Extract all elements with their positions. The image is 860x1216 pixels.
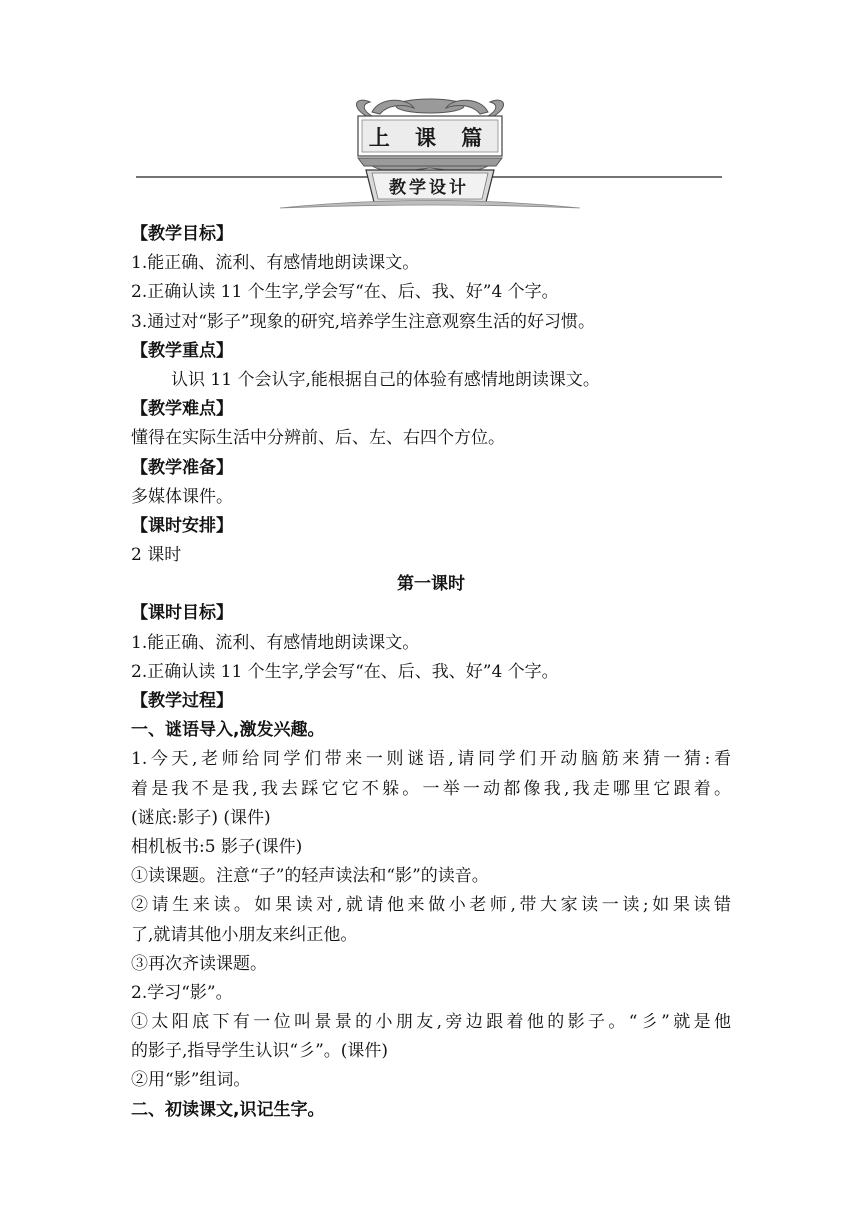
step-item: ①太阳底下有一位叫景景的小朋友,旁边跟着他的影子。“彡”就是他 <box>131 1012 731 1033</box>
difficulties-heading: 【教学难点】 <box>131 399 233 420</box>
riddle-line: 1.今天,老师给同学们带来一则谜语,请同学们开动脑筋来猜一猜:看 <box>131 749 731 770</box>
lesson-objective-item: 1.能正确、流利、有感情地朗读课文。 <box>131 632 420 653</box>
step-item-continued: 了,就请其他小朋友来纠正他。 <box>131 924 358 945</box>
part1-title: 一、谜语导入,激发兴趣。 <box>131 720 325 741</box>
objective-item: 2.正确认读 11 个生字,学会写“在、后、我、好”4 个字。 <box>131 282 559 303</box>
step-item-continued: 的影子,指导学生认识“彡”。(课件) <box>131 1041 389 1062</box>
key-points-heading: 【教学重点】 <box>131 340 233 361</box>
riddle-answer: (谜底:影子) (课件) <box>131 807 271 828</box>
sub-section-title: 2.学习“影”。 <box>131 982 233 1003</box>
preparation-text: 多媒体课件。 <box>131 486 233 507</box>
step-item: ③再次齐读课题。 <box>131 953 267 974</box>
step-item: ①读课题。注意“子”的轻声读法和“影”的读音。 <box>131 866 489 887</box>
part2-title: 二、初读课文,识记生字。 <box>131 1099 325 1120</box>
banner-sub-title: 教学设计 <box>389 177 469 198</box>
objectives-heading: 【教学目标】 <box>131 224 233 244</box>
board-writing: 相机板书:5 影子(课件) <box>131 836 303 857</box>
document-body <box>131 220 731 1125</box>
objective-item: 3.通过对“影子”现象的研究,培养学生注意观察生活的好习惯。 <box>131 311 596 332</box>
riddle-line: 着是我不是我,我去踩它它不躲。一举一动都像我,我走哪里它跟着。 <box>131 778 731 799</box>
difficulties-text: 懂得在实际生活中分辨前、后、左、右四个方位。 <box>131 428 505 449</box>
process-heading: 【教学过程】 <box>131 691 233 711</box>
lesson-objectives-heading: 【课时目标】 <box>131 603 233 624</box>
lesson-objective-item: 2.正确认读 11 个生字,学会写“在、后、我、好”4 个字。 <box>131 661 559 682</box>
step-item: ②请生来读。如果读对,就请他来做小老师,带大家读一读;如果读错 <box>131 895 731 916</box>
step-item: ②用“影”组词。 <box>131 1070 251 1091</box>
banner-top-title: 上 课 篇 <box>368 126 492 150</box>
objective-item: 1.能正确、流利、有感情地朗读课文。 <box>131 253 420 274</box>
schedule-heading: 【课时安排】 <box>131 515 233 536</box>
header-banner <box>0 0 860 220</box>
lesson-title: 第一课时 <box>397 574 465 595</box>
schedule-text: 2 课时 <box>131 545 182 566</box>
key-points-text: 认识 11 个会认字,能根据自己的体验有感情地朗读课文。 <box>171 369 600 390</box>
preparation-heading: 【教学准备】 <box>131 457 233 478</box>
